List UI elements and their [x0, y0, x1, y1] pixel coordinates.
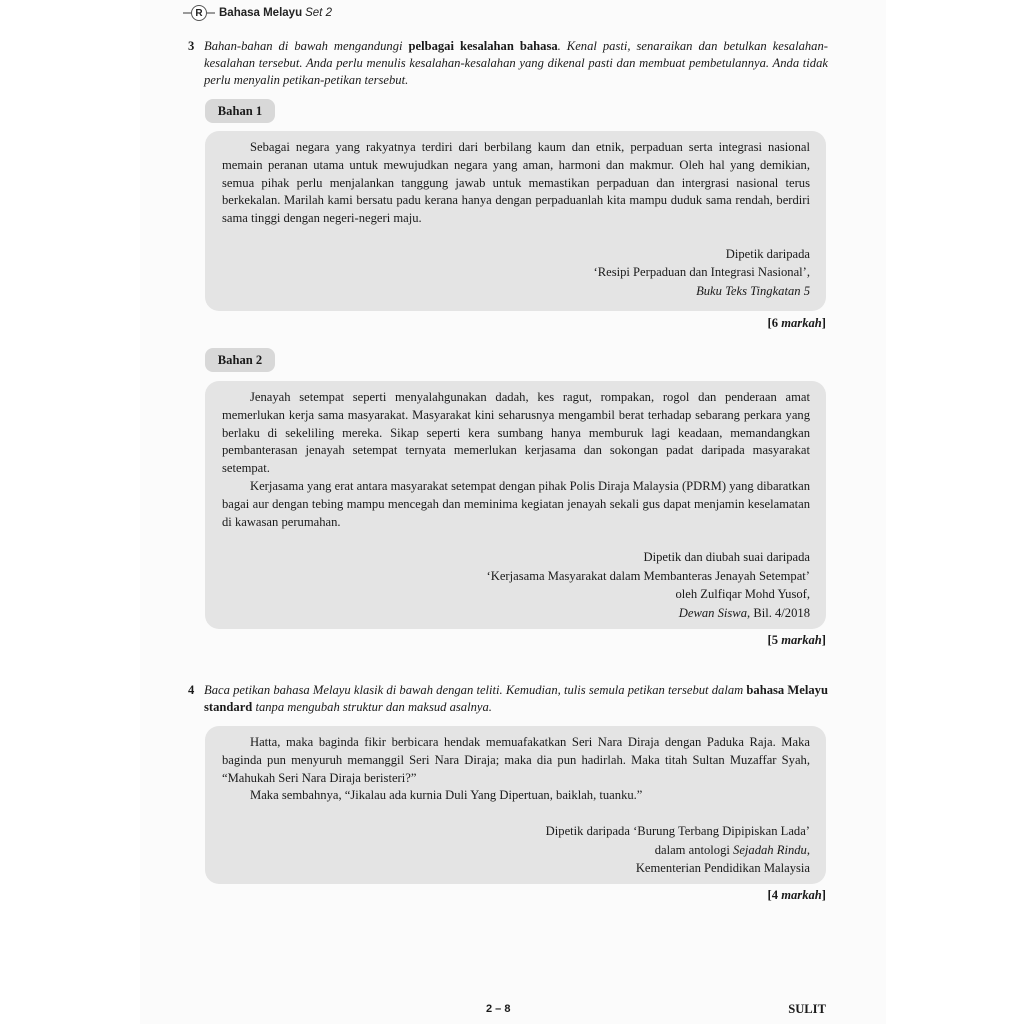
marks-label: [4 markah] — [767, 888, 826, 902]
passage-paragraph: Kerjasama yang erat antara masyarakat setempat dengan pihak Polis Diraja Malaysia (PDRM) yang dibaratkan bagai aur dengan tebing mampu mencegah dan meminima kegiatan jenayah sekali gus dapat menjamin keselamatan di kawasan perumahan. — [222, 478, 810, 529]
bahan-2-passage — [205, 381, 826, 629]
question-4 — [188, 682, 828, 716]
header-title: Bahasa Melayu — [219, 7, 303, 19]
page-header — [183, 4, 332, 22]
passage-paragraph: Hatta, maka baginda fikir berbicara hendak memuafakatkan Seri Nara Diraja dengan Paduka Raja. Maka baginda pun menyuruh memanggil Seri Nara Diraja; maka dia pun hadirlah. Maka titah Sultan Muzaffar Syah, “Mahukah Seri Nara Diraja beristeri?” — [222, 735, 810, 785]
question-3 — [188, 38, 828, 89]
publisher-logo: R — [183, 5, 215, 21]
marks-label: [5 markah] — [767, 633, 826, 647]
marks-label: [6 markah] — [767, 316, 826, 330]
question-number: 3 — [188, 39, 195, 53]
classical-malay-passage — [205, 726, 826, 884]
passage-paragraph: Maka sembahnya, “Jikalau ada kurnia Duli Yang Dipertuan, baiklah, tuanku.” — [250, 788, 643, 803]
bahan-1-passage — [205, 131, 826, 311]
page-number: 2 – 8 — [486, 1003, 511, 1015]
passage-source: Dipetik dan diubah suai daripada ‘Kerjasama Masyarakat dalam Membanteras Jenayah Setempat’ oleh Zulfiqar Mohd Yusof, Dewan Siswa, Bil. 4/2018 — [486, 550, 810, 620]
passage-paragraph: Jenayah setempat seperti menyalahgunakan dadah, kes ragut, rompakan, rogol dan penderaan amat memerlukan kerja sama masyarakat. Masyarakat kini seharusnya mengambil berat terhadap sebarang perkara yang berlaku di sekeliling mereka. Sikap seperti kera sumbang hanya memburuk lagi keadaan, memandangkan pembanterasan jenayah setempat ternyata memerlukan kerjasama dan sokongan padat daripada masyarakat setempat. — [222, 390, 810, 476]
bahan-2-label: Bahan 2 — [205, 348, 275, 372]
passage-paragraph: Sebagai negara yang rakyatnya terdiri dari berbilang kaum dan etnik, perpaduan serta integrasi nasional memain peranan utama untuk mewujudkan negara yang aman, harmoni dan makmur. Oleh hal yang demikian, semua pihak perlu menjalankan tanggung jawab untuk memastikan perpaduan dan intergrasi nasional terus berkekalan. Marilah kami bersatu padu kerana hanya dengan perpaduanlah kita mampu duduk sama rendah, berdiri sama tinggi dengan negeri-negeri maju. — [222, 140, 810, 226]
passage-source: Dipetik daripada ‘Resipi Perpaduan dan Integrasi Nasional’, Buku Teks Tingkatan 5 — [593, 246, 810, 298]
bahan-1-label: Bahan 1 — [205, 99, 275, 123]
header-subtitle: Set 2 — [305, 7, 332, 19]
question-instruction: Baca petikan bahasa Melayu klasik di bawah dengan teliti. Kemudian, tulis semula petikan tersebut dalam bahasa Melayu standard tanpa mengubah struktur dan maksud asalnya. — [204, 683, 828, 714]
passage-source: Dipetik daripada ‘Burung Terbang Dipipiskan Lada’ dalam antologi Sejadah Rindu, Kementerian Pendidikan Malaysia — [545, 824, 810, 876]
question-number: 4 — [188, 683, 195, 697]
question-instruction: Bahan-bahan di bawah mengandungi pelbagai kesalahan bahasa. Kenal pasti, senaraikan dan betulkan kesalahan-kesalahan tersebut. Anda perlu menulis kesalahan-kesalahan yang dikenal pasti dan membuat pembetulannya. Anda tidak perlu menyalin petikan-petikan tersebut. — [204, 39, 828, 87]
confidential-label: SULIT — [788, 1002, 826, 1016]
